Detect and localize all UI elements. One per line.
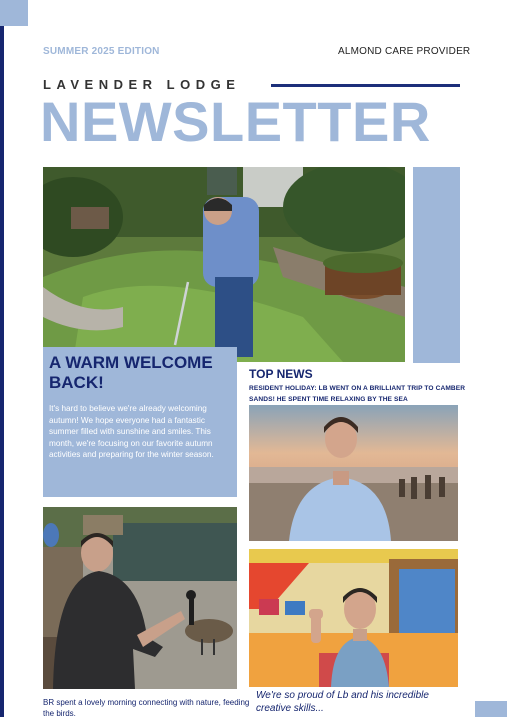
golf-photo [43, 167, 405, 362]
top-news-heading: TOP NEWS [249, 367, 313, 381]
newsletter-title: NEWSLETTER [40, 90, 431, 153]
decorative-blue-panel [413, 167, 460, 363]
art-caption: We're so proud of Lb and his incredible creative skills... [256, 690, 429, 714]
welcome-title: A WARM WELCOME BACK! [49, 353, 213, 392]
corner-accent-top [0, 0, 28, 26]
header-rule [271, 84, 460, 87]
welcome-text: It's hard to believe we're already welcoming autumn! We hope everyone had a fantastic summer filled with sunshine and smiles. This month, we're focusing on our favorite autumn activities and preparing for the winter season. [49, 404, 214, 459]
beach-photo [249, 405, 458, 541]
bird-feeding-photo [43, 507, 237, 689]
provider-label: ALMOND CARE PROVIDER [338, 46, 471, 57]
creative-skills-photo [249, 549, 458, 687]
corner-accent-bottom [475, 701, 507, 717]
edition-label: SUMMER 2025 EDITION [43, 46, 160, 57]
left-accent-bar [0, 26, 4, 717]
lodge-name: LAVENDER LODGE [43, 77, 241, 92]
top-news-subheading: RESIDENT HOLIDAY: LB WENT ON A BRILLIANT TRIP TO CAMBER SANDS! HE SPENT TIME RELAXING BY THE SEA [249, 385, 466, 403]
birds-caption: BR spent a lovely morning connecting with nature, feeding the birds. [43, 698, 250, 718]
